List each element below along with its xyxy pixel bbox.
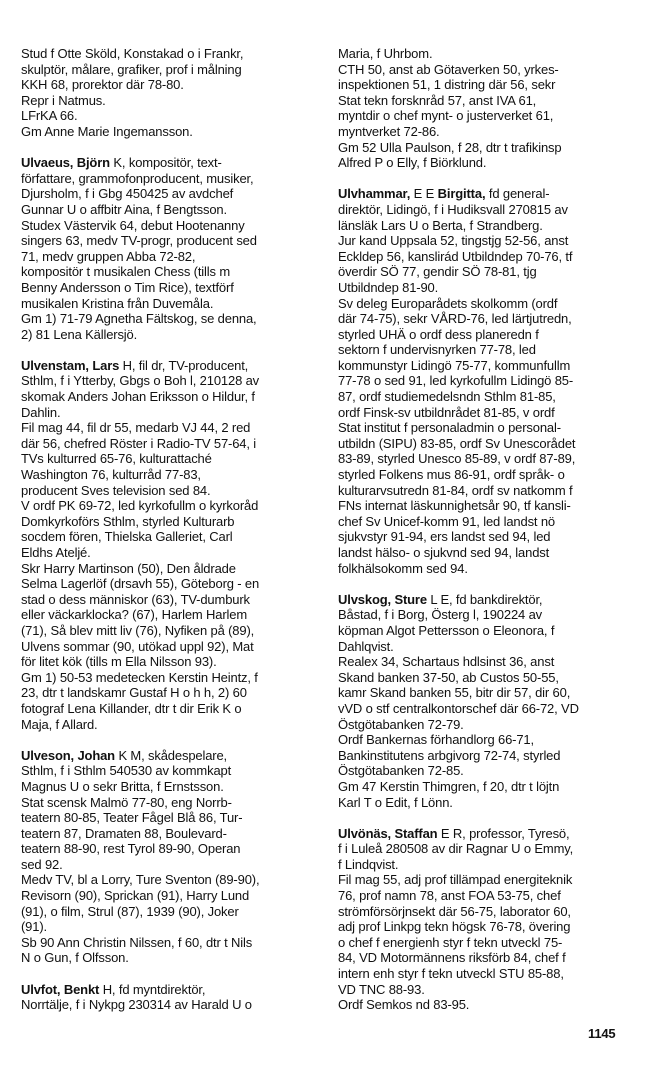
entry-line: Dahlin. [21,404,61,420]
entry-line: teatern 87, Dramaten 88, Boulevard- [21,825,227,841]
entry-line: Stat scensk Malmö 77-80, eng Norrb- [21,794,232,810]
entry-line: (71), Så blev mitt liv (76), Nyfiken på (89), [21,622,255,638]
entry-first-line [338,186,638,202]
right-column [338,46,638,1028]
entry-line: ordf Finsk-sv utbildnrådet 81-85, v ordf [338,404,555,420]
entry-line: Östgötabanken 72-79. [338,716,464,732]
entry-line: Eldhs Ateljé. [21,545,91,560]
entry-line: Skand banken 37-50, ab Custos 50-55, [338,669,559,685]
entry-text: K, kompositör, text- [109,155,222,171]
entry [338,186,638,576]
entry-line: Washington 76, kulturråd 77-83, [21,467,201,483]
entry-line: f Lindqvist. [338,856,399,872]
entry-line: överdir SÖ 77, gendir SÖ 78-81, tjg [338,264,537,280]
entry [338,46,638,171]
entry-line: chef Sv Unicef-komm 91, led landst nö [338,513,555,529]
headword-name: Birgitta, [437,186,486,202]
entry-first-line [338,826,638,842]
entry-line: Magnus U o sekr Britta, f Ernstsson. [21,778,224,794]
entry-line: musikalen Kristina från Duvemåla. [21,295,214,311]
headword-name: Ulvfot, Benkt [21,981,100,997]
entry-line: Norrtälje, f i Nykpg 230314 av Harald U o [21,997,252,1013]
headword-name: Ulvhammar, [338,186,411,202]
entry-line: CTH 50, anst ab Götaverken 50, yrkes- [338,61,559,77]
entry-line: N o Gun, f Olfsson. [21,950,129,966]
entry-line: stad o dess människor (63), TV-dumburk [21,591,250,607]
entry-line: (91). [21,919,47,935]
headword-name: Ulvaeus, Björn [21,155,110,171]
entry-line: V ordf PK 69-72, led kyrkofullm o kyrkoråd [21,498,259,514]
entry-line: Domkyrkoförs Sthlm, styrled Kulturarb [21,513,235,529]
entry-text: fd general- [485,186,550,202]
entry-line: 83-89, styrled Unesco 85-89, v ordf 87-89, [338,451,576,467]
entry-line: Benny Andersson o Tim Rice), textförf [21,279,234,295]
entry-line: Utbildndep 81-90. [338,279,439,295]
entry-line: singers 63, medv TV-progr, producent sed [21,233,257,249]
headword-name: Ulvskog, Sture [338,591,427,607]
entry-line: Medv TV, bl a Lorry, Ture Sventon (89-90), [21,872,260,888]
entry-line: Jur kand Uppsala 52, tingstjg 52-56, anst [338,233,569,249]
entry [21,982,317,1013]
entry-line: Ordf Semkos nd 83-95. [338,997,470,1013]
entry-line: länsläk Lars U o Berta, f Strandberg. [338,217,543,233]
headword-name: Ulvönäs, Staffan [338,825,438,841]
entry-line: folkhälsokomm sed 94. [338,560,468,576]
entry [21,46,317,140]
entry-line: Sb 90 Ann Christin Nilssen, f 60, dtr t Nils [21,934,253,950]
entry-line: Repr i Natmus. [21,92,106,108]
entry-line: Karl T o Edit, f Lönn. [338,794,453,810]
entry-line: 71, medv gruppen Abba 72-82, [21,248,196,264]
entry [21,748,317,966]
entry-text: H, fd myntdirektör, [99,981,206,997]
entry-text: E R, professor, Tyresö, [437,825,570,841]
entry-line: styrled Folkens mus 86-91, ordf språk- o [338,467,565,483]
entry-line: Ulvens sommar (90, utökad uppl 92), Mat [21,638,254,654]
entry-line: Stat institut f personaladmin o personal- [338,420,561,436]
entry-line: Studex Västervik 64, debut Hootenanny [21,217,245,233]
entry-line: där 56, chefred Röster i Radio-TV 57-64, i [21,435,257,451]
entry-line: LFrKA 66. [21,108,78,124]
entry-line: adj prof Linkpg tekn högsk 76-78, övering [338,919,571,935]
left-column [21,46,317,1028]
entry-line: 84, VD Motormännens riksförb 84, chef f [338,950,566,966]
entry-line: sjukvstyr 91-94, ers landst sed 94, led [338,529,551,545]
entry-line: fotograf Lena Killander, dtr t dir Erik K o [21,700,242,716]
entry-line: Gm 47 Kerstin Thimgren, f 20, dtr t löjtn [338,778,560,794]
entry [338,592,638,810]
entry-line: Stat tekn forsknråd 57, anst IVA 61, [338,92,537,108]
entry-first-line [21,982,317,998]
entry-line: Båstad, f i Borg, Österg l, 190224 av [338,607,543,623]
entry-line: för litet kök (tills m Ella Nilsson 93). [21,654,217,670]
entry-line: producent Sves television sed 84. [21,482,211,498]
entry-first-line [338,46,638,62]
entry [21,358,317,732]
entry-text: L E, fd bankdirektör, [426,591,543,607]
entry-line: Fil mag 44, fil dr 55, medarb VJ 44, 2 red [21,420,251,436]
entry-line: o chef f energienh styr f tekn utveckl 75- [338,934,563,950]
entry-line: (91), o film, Strul (87), 1939 (90), Joker [21,903,239,919]
entry-line: Gm 1) 50-53 medetecken Kerstin Heintz, f [21,669,258,685]
entry-line: Fil mag 55, adj prof tillämpad energiteknik [338,872,573,888]
entry-line: f i Luleå 280508 av dir Ragnar U o Emmy, [338,841,574,857]
entry-line: Dahlqvist. [338,638,394,654]
entry-line: socdem fören, Thielska Galleriet, Carl [21,529,233,545]
entry-line: 23, dtr t landskamr Gustaf H o h h, 2) 60 [21,685,247,701]
entry-line: Alfred P o Elly, f Biörklund. [338,155,487,171]
entry-line: teatern 88-90, rest Tyrol 89-90, Operan [21,841,241,857]
entry-line: utbildn (SIPU) 83-85, ordf Sv Unescorådet [338,435,576,451]
entry-line: sektorn f undervisnyrken 77-78, led [338,342,536,358]
entry-line: Gm Anne Marie Ingemansson. [21,123,193,139]
entry-line: Revisorn (90), Sprickan (91), Harry Lund [21,888,250,904]
entry-line: VD TNC 88-93. [338,981,425,997]
entry-line: sed 92. [21,856,63,872]
headword-name: Ulveson, Johan [21,747,115,763]
entry-line: Gm 52 Ulla Paulson, f 28, dtr t trafikinsp [338,139,562,155]
entry-line: myntdir o chef mynt- o justerverket 61, [338,108,554,124]
entry-line: skomak Anders Johan Eriksson o Hildur, f [21,389,255,405]
entry-line: 77-78 o sed 91, led kyrkofullm Lidingö 85- [338,373,574,389]
entry-line: myntverket 72-86. [338,123,440,139]
entry-line: skulptör, målare, grafiker, prof i målning [21,61,242,77]
entry-line: inspektionen 51, 1 distring där 56, sekr [338,77,556,93]
entry-line: författare, grammofonproducent, musiker, [21,170,254,186]
entry-line: köpman Algot Pettersson o Eleonora, f [338,622,555,638]
entry-first-line [21,748,317,764]
entry-line: Realex 34, Schartaus hdlsinst 36, anst [338,654,555,670]
entry-line: kompositör t musikalen Chess (tills m [21,264,231,280]
entry-line: Sthlm, f i Sthlm 540530 av kommkapt [21,763,232,779]
entry [338,826,638,1013]
entry-text: K M, skådespelare, [114,747,228,763]
entry-first-line [21,46,317,62]
entry-first-line [21,358,317,374]
entry [21,155,317,342]
entry-line: Gm 1) 71-79 Agnetha Fältskog, se denna, [21,311,257,327]
entry-line: Sthlm, f i Ytterby, Gbgs o Boh l, 210128 av [21,373,260,389]
entry-line: Östgötabanken 72-85. [338,763,464,779]
entry-line: Gunnar U o affbitr Aina, f Bengtsson. [21,201,227,217]
entry-line: där 74-75), sekr VÅRD-76, led lärtjutredn, [338,311,572,327]
entry-line: Selma Lagerlöf (drsavh 55), Göteborg - en [21,576,260,592]
entry-line: Bankinstitutens arbgivorg 72-74, styrled [338,747,561,763]
entry-line: Ordf Bankernas förhandlorg 66-71, [338,732,534,748]
entry-line: landst hälso- o sjukvnd sed 94, landst [338,545,550,560]
entry-line: kulturarvsutredn 81-84, ordf sv natkomm f [338,482,573,498]
entry-text: Maria, f Uhrbom. [338,46,433,61]
entry-line: Djursholm, f i Gbg 450425 av avdchef [21,186,234,202]
entry-line: intern enh styr f tekn utveckl STU 85-88, [338,966,564,982]
entry-line: Skr Harry Martinson (50), Den åldrade [21,560,236,576]
entry-line: FNs internat läskunnighetsår 90, tf kansli- [338,498,571,514]
entry-line: eller väckarklocka? (67), Harlem Harlem [21,607,248,623]
headword-name: Ulvenstam, Lars [21,357,120,373]
entry-line: kommunstyr Lidingö 75-77, kommunfullm [338,357,571,373]
page-number: 1145 [588,1026,616,1041]
entry-line: Maja, f Allard. [21,716,98,732]
entry-line: 87, ordf studiemedelsndn Sthlm 81-85, [338,389,556,405]
entry-line: Eckldep 56, kanslirád Utbildndep 70-76, tf [338,248,573,264]
entry-text: E E [410,186,438,202]
entry-line: KKH 68, prorektor där 78-80. [21,77,184,93]
entry-line: direktör, Lidingö, f i Hudiksvall 270815 av [338,201,568,217]
entry-line: strömförsörjnsekt där 56-75, laborator 60, [338,903,571,919]
entry-line: 76, prof namn 78, anst FOA 53-75, chef [338,888,561,904]
entry-line: teatern 80-85, Teater Fågel Blå 86, Tur- [21,810,243,826]
entry-text: Stud f Otte Sköld, Konstakad o i Frankr, [21,46,244,61]
entry-line: styrled UHÄ o ordf dess planeredn f [338,326,539,342]
entry-first-line [21,155,317,171]
entry-line: TVs kulturred 65-76, kulturattaché [21,451,212,467]
entry-line: kamr Skand banken 55, bitr dir 57, dir 60, [338,685,571,701]
entry-line: Sv deleg Europarådets skolkomm (ordf [338,295,558,311]
entry-first-line [338,592,638,608]
entry-text: H, fil dr, TV-producent, [119,357,249,373]
entry-line: vVD o stf centralkontorschef där 66-72, VD [338,700,579,716]
entry-line: 2) 81 Lena Källersjö. [21,326,138,342]
